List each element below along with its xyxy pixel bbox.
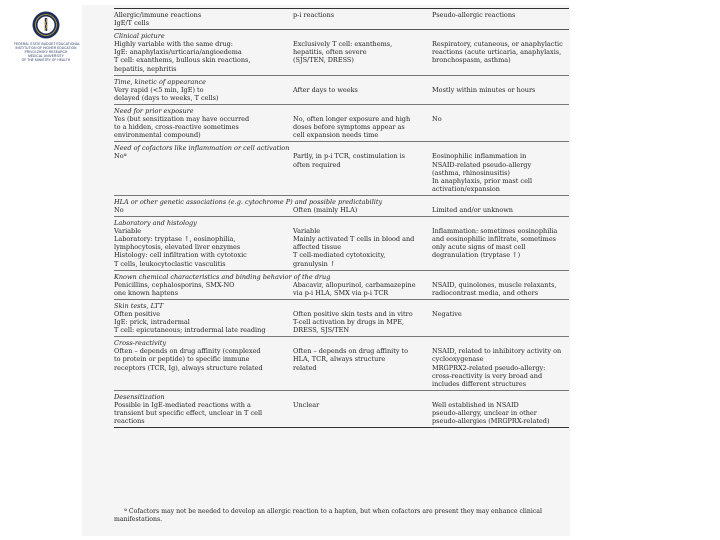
- cell-text-line: hepatitis, nephritis: [114, 64, 177, 73]
- logo-text-line: OF THE MINISTRY OF HEALTH: [21, 58, 71, 62]
- cell-text-line: T-cell activation by drugs in MPE,: [293, 318, 405, 327]
- cell-text-line: Often positive: [114, 310, 161, 318]
- cell-text-line: HLA, TCR, always structure: [293, 355, 386, 364]
- logo-text-line: PRIVOLZHSKY RESEARCH: [24, 50, 68, 54]
- cell-text-line: Highly variable with the same drug:: [114, 40, 233, 49]
- cell-text-line: Variable: [293, 227, 321, 236]
- logo-text-line: FEDERAL STATE BUDGET EDUCATIONAL: [14, 42, 80, 46]
- table-cell-p-i: [293, 40, 432, 75]
- cell-text-line: pseudo-allergies (MRGPRX-related): [432, 417, 550, 426]
- table-cell-pseudo-allergic: [432, 152, 569, 195]
- cell-text-line: Well established in NSAID: [432, 400, 519, 409]
- cell-text-line: often required: [293, 160, 341, 169]
- table-cell-p-i: [293, 281, 432, 300]
- cell-text-line: No: [114, 205, 124, 214]
- cell-text-line: Abacavir, allopurinol, carbamazepine: [293, 280, 416, 289]
- cell-text-line: Exclusively T cell: exanthems,: [293, 40, 393, 49]
- table-cell-allergic-immune: [114, 152, 293, 195]
- table-cell-p-i: [293, 115, 432, 142]
- cell-text-line: DRESS, SJS/TEN: [293, 326, 350, 335]
- cell-text-line: (SJS/TEN, DRESS): [293, 56, 354, 65]
- cell-text-line: Often – depends on drug affinity to: [293, 347, 409, 356]
- document-page: [82, 5, 570, 536]
- table-cell-p-i: [293, 206, 432, 217]
- cell-text-line: Possible in IgE-mediated reactions with a: [114, 400, 251, 409]
- table-row: [114, 40, 569, 75]
- cell-text-line: Yes (but sensitization may have occurred: [114, 115, 250, 124]
- table-cell-allergic-immune: [114, 310, 293, 337]
- table-cell-pseudo-allergic: [432, 281, 569, 300]
- section-title-row: [114, 217, 569, 228]
- cell-text-line: T cell: epicutaneous; intradermal late reading: [114, 326, 266, 335]
- cell-text-line: Penicillins, cephalosporins, SMX-NO: [114, 280, 235, 289]
- cell-text-line: Negative: [432, 310, 462, 318]
- cell-text-line: activation/expansion: [432, 184, 500, 193]
- cell-text-line: T cells, leukocytoclastic vasculitis: [114, 259, 226, 268]
- cell-text-line: Often (mainly HLA): [293, 205, 358, 214]
- table-cell-pseudo-allergic: [432, 40, 569, 75]
- cell-text-line: reactions (acute urticaria, anaphylaxis,: [432, 48, 562, 57]
- cell-text-line: related: [293, 363, 317, 372]
- cell-text-line: hepatitis, often severe: [293, 48, 367, 57]
- table-row: [114, 86, 569, 105]
- table-cell-p-i: [293, 401, 432, 428]
- logo-text-line: INSTITUTION OF HIGHER EDUCATION: [15, 46, 77, 50]
- cell-text-line: Laboratory: tryptase ↑, eosinophilia,: [114, 235, 236, 244]
- cell-text-line: No, often longer exposure and high: [293, 115, 411, 124]
- section-title: Known chemical characteristics and binding behavior of the drug: [114, 270, 569, 281]
- cell-text-line: to a hidden, cross-reactive sometimes: [114, 123, 239, 132]
- cell-text-line: radiocontrast media, and others: [432, 288, 539, 297]
- section-title: Laboratory and histology: [114, 217, 569, 228]
- cell-text-line: No: [432, 115, 442, 124]
- section-title: Need of cofactors like inflammation or cell activation: [114, 142, 569, 153]
- cell-text-line: reactions: [114, 417, 145, 426]
- header-pseudo-allergic: Pseudo-allergic reactions: [432, 9, 569, 30]
- table-cell-p-i: [293, 310, 432, 337]
- cell-text-line: one known haptens: [114, 288, 179, 297]
- cell-text-line: doses before symptoms appear as: [293, 123, 405, 132]
- university-logo: [14, 10, 78, 62]
- section-title-row: [114, 270, 569, 281]
- section-title: Skin tests, LTT: [114, 299, 569, 310]
- cell-text-line: granulysin ↑: [293, 259, 336, 268]
- university-name: [14, 42, 78, 62]
- cell-text-line: transient but specific effect, unclear in T cell: [114, 409, 263, 418]
- cell-text-line: In anaphylaxis, prior mast cell: [432, 176, 533, 185]
- cell-text-line: Inflammation: sometimes eosinophilia: [432, 227, 558, 236]
- table-cell-allergic-immune: [114, 401, 293, 428]
- cell-text-line: Mainly activated T cells in blood and: [293, 235, 415, 244]
- table-cell-pseudo-allergic: [432, 115, 569, 142]
- cell-text-line: via p-i HLA, SMX via p-i TCR: [293, 288, 389, 297]
- table-header-row: [114, 9, 569, 30]
- cell-text-line: NSAID-related pseudo-allergy: [432, 160, 532, 169]
- table-cell-pseudo-allergic: [432, 227, 569, 270]
- section-title-row: [114, 299, 569, 310]
- table-cell-allergic-immune: [114, 206, 293, 217]
- section-title: Cross-reactivity: [114, 337, 569, 348]
- table-cell-allergic-immune: [114, 281, 293, 300]
- table-cell-allergic-immune: [114, 86, 293, 105]
- drug-reactions-table: [114, 8, 569, 428]
- table-row: [114, 310, 569, 337]
- cell-text-line: After days to weeks: [293, 85, 358, 94]
- cell-text-line: Mostly within minutes or hours: [432, 85, 536, 94]
- table-row: [114, 281, 569, 300]
- section-title-row: [114, 390, 569, 401]
- table-footnote: ª Cofactors may not be needed to develop an allergic reaction to a hapten, but when cofactors are present they may enhance clinical manifestations.: [114, 508, 542, 523]
- university-emblem-icon: [31, 10, 61, 40]
- cell-text-line: IgE: prick, intradermal: [114, 318, 190, 327]
- table-row: [114, 115, 569, 142]
- logo-text-line: MEDICAL UNIVERSITY: [28, 54, 64, 58]
- cell-text-line: Unclear: [293, 400, 320, 409]
- cell-text-line: Often – depends on drug affinity (complexed: [114, 347, 261, 356]
- section-title: Need for prior exposure: [114, 104, 569, 115]
- table-cell-p-i: [293, 347, 432, 390]
- section-title-row: [114, 337, 569, 348]
- cell-text-line: (asthma, rhinosinusitis): [432, 168, 510, 177]
- table-cell-p-i: [293, 227, 432, 270]
- cell-text-line: Respiratory, cutaneous, or anaphylactic: [432, 40, 563, 49]
- table-cell-p-i: [293, 152, 432, 195]
- cell-text-line: NSAID, related to inhibitory activity on: [432, 347, 562, 356]
- cell-text-line: Variable: [114, 227, 142, 236]
- table-cell-pseudo-allergic: [432, 347, 569, 390]
- section-title: Clinical picture: [114, 30, 569, 41]
- cell-text-line: NSAID, quinolones, muscle relaxants,: [432, 280, 557, 289]
- cell-text-line: degranulation (tryptase ↑): [432, 251, 521, 260]
- cell-text-line: environmental compound): [114, 131, 201, 140]
- cell-text-line: cell expansion needs time: [293, 131, 379, 140]
- section-title-row: [114, 30, 569, 41]
- cell-text-line: MRGPRX2-related pseudo-allergy:: [432, 363, 546, 372]
- header-p-i-reactions: p-i reactions: [293, 9, 432, 30]
- cell-text-line: includes different structures: [432, 379, 527, 388]
- cell-text-line: IgE: anaphylaxis/urticaria/angioedema: [114, 48, 242, 57]
- cell-text-line: receptors (TCR, Ig), always structure related: [114, 363, 263, 372]
- cell-text-line: Often positive skin tests and in vitro: [293, 310, 413, 318]
- cell-text-line: Limited and/or unknown: [432, 205, 513, 214]
- section-title-row: [114, 104, 569, 115]
- table-cell-pseudo-allergic: [432, 401, 569, 428]
- cell-text-line: affected tissue: [293, 243, 342, 252]
- header-allergic-immune: Allergic/immune reactions IgE/T cells: [114, 9, 293, 30]
- cell-text-line: and eosinophilic infiltrate, sometimes: [432, 235, 557, 244]
- section-title-row: [114, 142, 569, 153]
- table-cell-pseudo-allergic: [432, 86, 569, 105]
- cell-text-line: T cell: exanthems, bullous skin reactions,: [114, 56, 251, 65]
- table-row: [114, 347, 569, 390]
- section-title: HLA or other genetic associations (e.g. cytochrome P) and possible predictability: [114, 195, 569, 206]
- section-title: Time, kinetic of appearance: [114, 75, 569, 86]
- cell-text-line: delayed (days to weeks, T cells): [114, 93, 219, 102]
- table-cell-allergic-immune: [114, 115, 293, 142]
- table-row: [114, 152, 569, 195]
- table-cell-pseudo-allergic: [432, 206, 569, 217]
- cell-text-line: cyclooxygenase: [432, 355, 484, 364]
- cell-text-line: cross-reactivity is very broad and: [432, 371, 543, 380]
- cell-text-line: Histology: cell infiltration with cytotoxic: [114, 251, 247, 260]
- table-cell-allergic-immune: [114, 347, 293, 390]
- cell-text-line: Eosinophilic inflammation in: [432, 152, 527, 161]
- table-cell-allergic-immune: [114, 40, 293, 75]
- cell-text-line: T cell-mediated cytotoxicity,: [293, 251, 386, 260]
- section-title-row: [114, 195, 569, 206]
- table-cell-pseudo-allergic: [432, 310, 569, 337]
- cell-text-line: bronchospasm, asthma): [432, 56, 511, 65]
- table-cell-p-i: [293, 86, 432, 105]
- cell-text-line: Very rapid (<5 min, IgE) to: [114, 85, 204, 94]
- cell-text-line: Partly, in p-i TCR, costimulation is: [293, 152, 406, 161]
- cell-text-line: lymphocytosis, elevated liver enzymes: [114, 243, 241, 252]
- table-row: [114, 206, 569, 217]
- table-cell-allergic-immune: [114, 227, 293, 270]
- section-title: Desensitization: [114, 390, 569, 401]
- section-title-row: [114, 75, 569, 86]
- cell-text-line: pseudo-allergy, unclear in other: [432, 409, 537, 418]
- cell-text-line: only acute signs of mast cell: [432, 243, 526, 252]
- cell-text-line: Noª: [114, 152, 127, 161]
- cell-text-line: to protein or peptide) to specific immune: [114, 355, 250, 364]
- table-row: [114, 227, 569, 270]
- table-row: [114, 401, 569, 428]
